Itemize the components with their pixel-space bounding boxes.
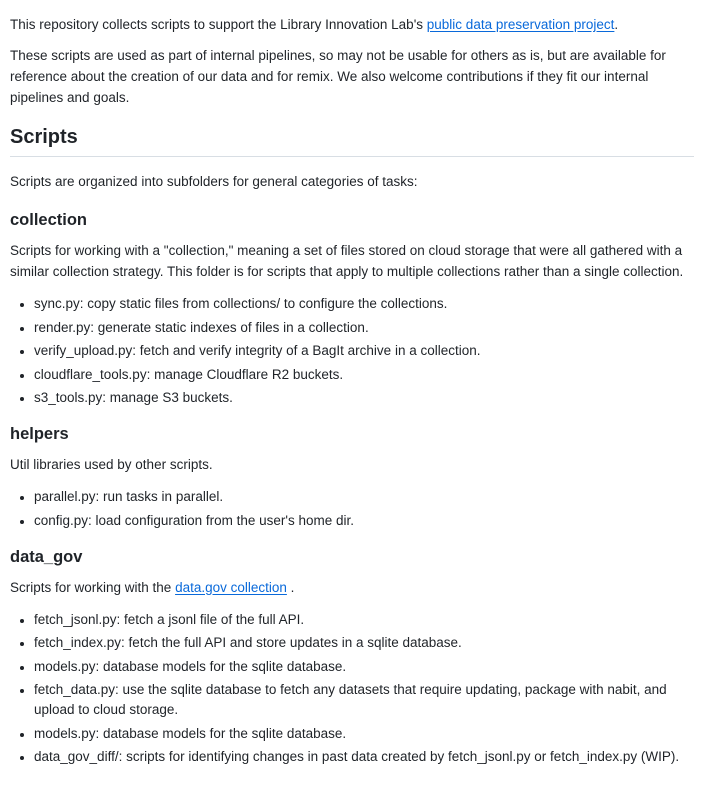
intro-paragraph — [10, 14, 694, 35]
list-item: • parallel.py: run tasks in parallel. — [34, 487, 694, 507]
collection-description: Scripts for working with a "collection," meaning a set of files stored on cloud storage that were all gathered with a similar collection strategy. This folder is for scripts that apply to multiple collections rather than a single collection. — [10, 243, 684, 279]
data-gov-description-end: . — [286, 579, 295, 595]
helpers-list — [10, 487, 694, 531]
list-item: • fetch_data.py: use the sqlite database to fetch any datasets that require updating, package with nabit, and upload to cloud storage. — [34, 680, 694, 720]
list-item: • fetch_jsonl.py: fetch a jsonl file of the full API. — [34, 610, 694, 630]
data-gov-description-text: Scripts for working with the — [10, 579, 176, 595]
list-item: • models.py: database models for the sqlite database. — [34, 657, 694, 677]
list-item: • verify_upload.py: fetch and verify integrity of a BagIt archive in a collection. — [34, 341, 694, 361]
helpers-description: Util libraries used by other scripts. — [10, 457, 213, 472]
list-item: • sync.py: copy static files from collections/ to configure the collections. — [34, 294, 694, 314]
intro-paragraph-2: These scripts are used as part of internal pipelines, so may not be usable for others as is, but are available for reference about the creation of our data and for remix. We also welcome contributions if they fit our internal pipelines and goals. — [10, 48, 666, 105]
intro-text: This repository collects scripts to support the Library Innovation Lab's — [10, 17, 427, 32]
list-item: • fetch_index.py: fetch the full API and store updates in a sqlite database. — [34, 633, 694, 653]
list-item: • data_gov_diff/: scripts for identifying changes in past data created by fetch_jsonl.py or fetch_index.py (WIP). — [34, 747, 694, 767]
list-item: • config.py: load configuration from the user's home dir. — [34, 511, 694, 531]
data-gov-heading: data_gov — [10, 547, 83, 566]
collection-heading: collection — [10, 211, 88, 229]
scripts-description: Scripts are organized into subfolders for general categories of tasks: — [10, 174, 418, 189]
intro-period: . — [614, 17, 619, 32]
public-data-preservation-link[interactable]: public data preservation project — [426, 17, 615, 32]
scripts-heading: Scripts — [10, 124, 694, 157]
helpers-heading: helpers — [10, 425, 69, 443]
list-item: • cloudflare_tools.py: manage Cloudflare R2 buckets. — [34, 365, 694, 385]
data-gov-description — [10, 577, 694, 598]
data-gov-collection-link[interactable]: data.gov collection — [175, 579, 287, 595]
list-item: • s3_tools.py: manage S3 buckets. — [34, 388, 694, 408]
collection-list — [10, 294, 694, 408]
list-item: • render.py: generate static indexes of files in a collection. — [34, 318, 694, 338]
data-gov-list — [10, 610, 694, 768]
list-item: • models.py: database models for the sqlite database. — [34, 724, 694, 744]
